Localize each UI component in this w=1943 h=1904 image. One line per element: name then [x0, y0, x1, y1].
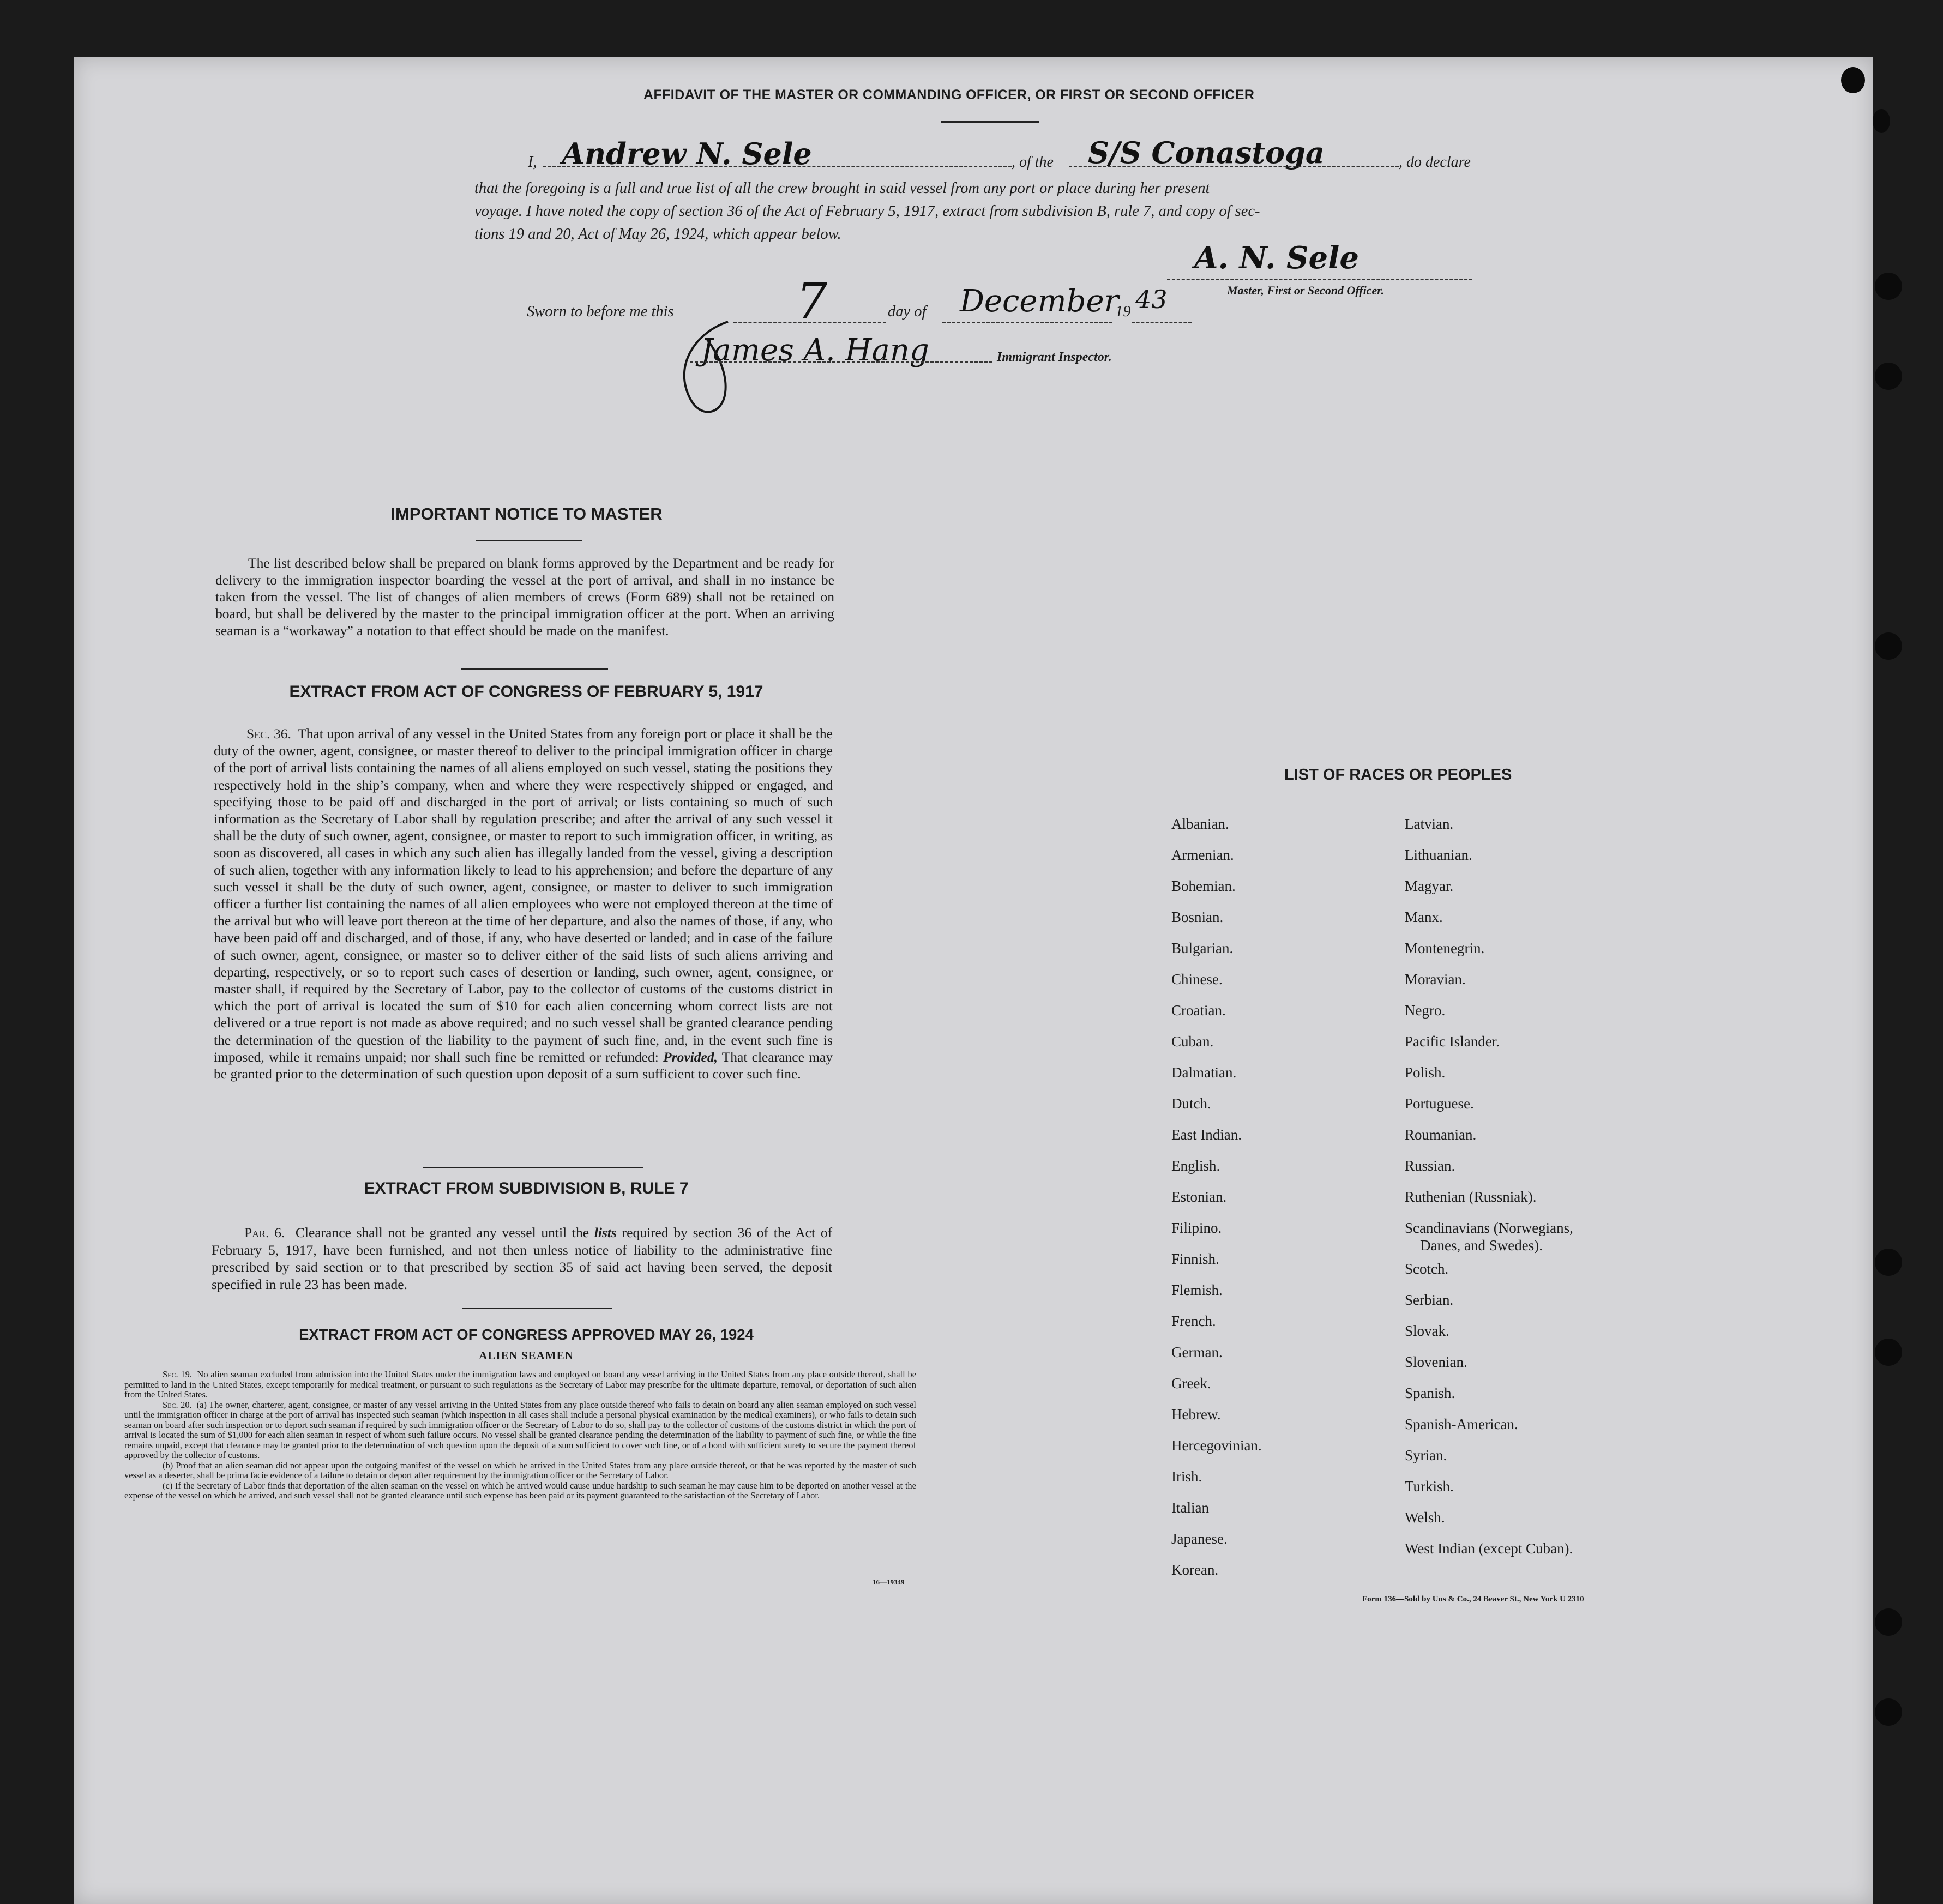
sworn-label: Sworn to before me this	[527, 303, 674, 320]
print-code: 16—19349	[873, 1578, 905, 1586]
race-item: Croatian.	[1171, 1002, 1226, 1019]
race-item: Syrian.	[1405, 1447, 1447, 1463]
race-item: Scandinavians (Norwegians,	[1405, 1220, 1573, 1236]
divider	[941, 121, 1039, 123]
race-item: Manx.	[1405, 909, 1443, 925]
race-item: Russian.	[1405, 1158, 1455, 1174]
master-name-line	[543, 166, 1012, 167]
race-item: Danes, and Swedes).	[1420, 1237, 1543, 1254]
race-item: Japanese.	[1171, 1531, 1228, 1547]
extract-rule7-body	[212, 1224, 832, 1293]
race-item: Spanish.	[1405, 1385, 1455, 1401]
race-item: Filipino.	[1171, 1220, 1222, 1236]
year-prefix: 19	[1115, 303, 1131, 320]
race-item: Finnish.	[1171, 1251, 1219, 1267]
vessel-name-line	[1069, 166, 1399, 167]
binder-hole	[1875, 1339, 1902, 1366]
binder-hole	[1875, 1249, 1902, 1276]
affidavit-body-line1: that the foregoing is a full and true list of all the crew brought in said vessel from any port or place during her present	[474, 180, 1210, 197]
affidavit-title: AFFIDAVIT OF THE MASTER OR COMMANDING OFFICER, OR FIRST OR SECOND OFFICER	[643, 87, 1255, 103]
par6-text-b: required by section 36 of the Act of February 5, 1917, have been furnished, and not then unless notice of liability to the administrative fine prescribed by said section or to that prescribed by section 35 of said act having been served, the deposit specified in rule 23 has been made.	[212, 1225, 833, 1292]
extract-1917-title: EXTRACT FROM ACT OF CONGRESS OF FEBRUARY 5, 1917	[289, 683, 763, 701]
sworn-year: 43	[1135, 285, 1168, 314]
par6-text-a: Clearance shall not be granted any vessel until the	[295, 1225, 589, 1240]
binder-hole	[1875, 1608, 1902, 1636]
inspector-caption: Immigrant Inspector.	[997, 350, 1112, 364]
binder-hole	[1875, 632, 1902, 660]
day-of-label: day of	[888, 303, 927, 320]
race-item: Korean.	[1171, 1562, 1219, 1578]
vessel-name-field: S/S Conastoga	[1088, 135, 1325, 170]
race-item: Pacific Islander.	[1405, 1033, 1500, 1050]
sworn-year-line	[1132, 322, 1192, 323]
race-item: East Indian.	[1171, 1126, 1242, 1143]
notice-body	[215, 555, 834, 639]
par6-label: Par. 6.	[244, 1225, 285, 1240]
race-item: French.	[1171, 1313, 1216, 1329]
sec19-text: No alien seaman excluded from admission into the United States under the immigration laws and employed on board any vessel arriving in the United States from any place outside thereof, shall be permitted to land in the United States, except temporarily for medical treatment, or pursuant to such regulations as the Secretary of Labor may prescribe for the ultimate departure, removal, or deportation of such alien from the United States.	[124, 1369, 917, 1400]
race-item: Montenegrin.	[1405, 940, 1485, 956]
race-item: Hercegovinian.	[1171, 1437, 1262, 1454]
sec19-label: Sec. 19.	[163, 1369, 192, 1379]
race-item: Ruthenian (Russniak).	[1405, 1189, 1537, 1205]
race-item: Bosnian.	[1171, 909, 1224, 925]
binder-hole	[1841, 67, 1865, 93]
sec20a-text: (a) The owner, charterer, agent, consignee, or master of any vessel arriving in the United States from any place outside thereof who fails to detain on board any alien seaman employed on such vessel until the immigration officer in charge at the port of arrival has inspected such seaman (which inspection in all cases shall include a personal physical examination by the medical examiners), or who fails to detain such seaman on board after such inspection or to deport such seaman if required by such immigration officer or the Secretary of Labor to do so, shall pay to the collector of customs of the customs district in which the port of arrival is located the sum of $1,000 for each alien seaman in respect of whom such failure occurs. No vessel shall be granted clearance pending the determination of the liability to payment of such fine, or while the fine remains unpaid, except that clearance may be granted prior to the determination of such question upon the deposit of a sum sufficient to cover such fine, or of a bond with sufficient surety to secure the payment thereof approved by the collector of customs.	[124, 1399, 917, 1460]
race-item: Bulgarian.	[1171, 940, 1234, 956]
race-item: German.	[1171, 1344, 1223, 1360]
sec36-text: That upon arrival of any vessel in the United States from any foreign port or place it shall be the duty of the owner, agent, consignee, or master thereof to deliver to the principal immigration officer in charge of the port of arrival lists containing the names of all aliens employed on such vessel, stating the positions they respectively hold in the ship’s company, when and where they were respectively shipped or engaged, and specifying those to be paid off and discharged in the port of arrival; or lists containing so much of such information as the Secretary of Labor shall by regulation prescribe; and after the arrival of any such vessel it shall be the duty of such owner, agent, consignee, or master to report to such immigration officer, in writing, as soon as discovered, all cases in which any such alien has illegally landed from the vessel, giving a description of such alien, together with any information likely to lead to his apprehension; and before the departure of any such vessel it shall be the duty of such owner, agent, consignee, or master to deliver to such immigration officer a further list containing the names of all alien employees who were not employed thereon at the time of the arrival but who will leave port thereon at the time of her departure, and also the names of those, if any, who have been paid off and discharged, and of those, if any, who have deserted or landed; and in case of the failure of such owner, agent, consignee, or master so to deliver either of the said lists of such aliens arriving and departing, respectively, or so to report such cases of desertion or landing, such owner, agent, consignee, or master shall, if required by the Secretary of Labor, pay to the collector of customs of the customs district in which the port of arrival is located the sum of $10 for each alien concerning whom correct lists are not delivered or a true report is not made as above required; and no such vessel shall be granted clearance pending the determination of the question of the liability to the payment of such fine, and, in the event such fine is imposed, while it remains unpaid; nor shall such fine be remitted or refunded:	[214, 726, 833, 1065]
race-item: Slovak.	[1405, 1323, 1449, 1339]
sworn-day: 7	[796, 273, 828, 330]
notice-title: IMPORTANT NOTICE TO MASTER	[390, 504, 663, 523]
provided-label: Provided,	[663, 1049, 718, 1065]
divider	[461, 668, 608, 670]
binder-hole	[1873, 109, 1890, 133]
inspector-signature: James A. Hang	[701, 333, 929, 368]
do-declare-label: , do declare	[1399, 154, 1471, 171]
extract-1924-title: EXTRACT FROM ACT OF CONGRESS APPROVED MAY 26, 1924	[299, 1326, 754, 1343]
race-item: Scotch.	[1405, 1261, 1449, 1277]
divider	[462, 1308, 612, 1309]
race-item: Negro.	[1405, 1002, 1446, 1019]
i-label: I,	[528, 154, 537, 171]
sec20b-text: (b) Proof that an alien seaman did not appear upon the outgoing manifest of the vessel on which he arrived in the United States from any place outside thereof, or that he was reported by the master of such vessel as a deserter, shall be prima facie evidence of a failure to detain or deport after requirement by the immigration officer or the Secretary of Labor.	[124, 1460, 916, 1480]
master-name-field: Andrew N. Sele	[562, 136, 812, 171]
race-item: Turkish.	[1405, 1478, 1454, 1495]
extract-rule7-title: EXTRACT FROM SUBDIVISION B, RULE 7	[364, 1179, 689, 1197]
race-item: Roumanian.	[1405, 1126, 1477, 1143]
race-item: Serbian.	[1405, 1292, 1454, 1308]
binder-hole	[1875, 363, 1902, 390]
race-item: West Indian (except Cuban).	[1405, 1540, 1573, 1557]
sec20c-text: (c) If the Secretary of Labor finds that deportation of the alien seaman on the vessel on which he arrived would cause undue hardship to such seaman he may cause him to be deported on another vessel at the expense of the vessel on which he arrived, and such vessel shall not be granted clearance until such expense has been paid or its payment guaranteed to the satisfaction of the Secretary of Labor.	[124, 1480, 916, 1501]
officer-signature-line	[1167, 279, 1472, 280]
race-item: Magyar.	[1405, 878, 1454, 894]
lists-word: lists	[594, 1225, 617, 1240]
race-item: Polish.	[1405, 1064, 1446, 1081]
race-item: Welsh.	[1405, 1509, 1445, 1526]
sec20-label: Sec. 20.	[163, 1399, 192, 1410]
race-item: Armenian.	[1171, 847, 1234, 863]
race-item: Irish.	[1171, 1468, 1202, 1485]
sec36-text-end: That clearance may be granted prior to the determination of such question upon deposit of a sum sufficient to cover such fine.	[214, 1049, 833, 1082]
race-item: Moravian.	[1405, 971, 1466, 987]
race-item: Greek.	[1171, 1375, 1211, 1391]
officer-caption: Master, First or Second Officer.	[1227, 284, 1385, 297]
binder-hole	[1875, 1698, 1902, 1726]
race-item: Spanish-American.	[1405, 1416, 1518, 1432]
race-item: English.	[1171, 1158, 1220, 1174]
race-item: Slovenian.	[1405, 1354, 1467, 1370]
race-item: Albanian.	[1171, 816, 1229, 832]
sworn-month: December	[960, 284, 1119, 319]
affidavit-body-line2: voyage. I have noted the copy of section 36 of the Act of February 5, 1917, extract from subdivision B, rule 7, and copy of sec-	[474, 203, 1260, 220]
notice-text: The list described below shall be prepared on blank forms approved by the Department and be ready for delivery to the immigration inspector boarding the vessel at the port of arrival, and shall in no instance be taken from the vessel. The list of changes of alien members of crews (Form 689) shall not be retained on board, but shall be delivered by the master to the principal immigration officer at the port. When an arriving seaman is a “workaway” a notation to that effect should be made on the manifest.	[215, 555, 834, 638]
race-item: Bohemian.	[1171, 878, 1236, 894]
signature-flourish	[663, 316, 804, 425]
race-item: Dutch.	[1171, 1095, 1211, 1112]
officer-signature: A. N. Sele	[1194, 240, 1360, 276]
extract-1924-body	[124, 1370, 916, 1501]
race-item: Latvian.	[1405, 816, 1454, 832]
race-item: Italian	[1171, 1499, 1209, 1516]
affidavit-body-line3: tions 19 and 20, Act of May 26, 1924, which appear below.	[474, 226, 841, 243]
race-item: Hebrew.	[1171, 1406, 1221, 1423]
race-item: Portuguese.	[1405, 1095, 1474, 1112]
race-item: Flemish.	[1171, 1282, 1223, 1298]
alien-seamen-subtitle: ALIEN SEAMEN	[479, 1349, 574, 1362]
race-item: Chinese.	[1171, 971, 1223, 987]
race-item: Lithuanian.	[1405, 847, 1472, 863]
extract-1917-body	[214, 725, 833, 1082]
sec36-label: Sec. 36.	[246, 726, 291, 742]
divider	[423, 1167, 643, 1168]
races-title: LIST OF RACES OR PEOPLES	[1284, 766, 1512, 784]
inspector-signature-line	[690, 361, 992, 363]
race-item: Estonian.	[1171, 1189, 1227, 1205]
form-footer: Form 136—Sold by Uns & Co., 24 Beaver St., New York U 2310	[1362, 1595, 1584, 1604]
binder-hole	[1875, 273, 1902, 300]
race-item: Cuban.	[1171, 1033, 1214, 1050]
divider	[476, 540, 582, 541]
of-the-label: , of the	[1012, 154, 1054, 171]
sworn-month-line	[942, 322, 1112, 323]
race-item: Dalmatian.	[1171, 1064, 1237, 1081]
